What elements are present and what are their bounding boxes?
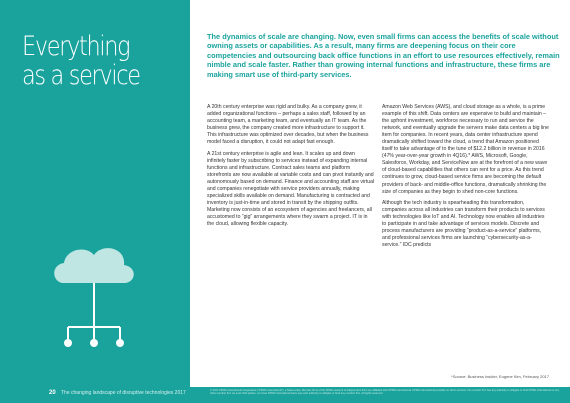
body-column-right	[382, 104, 550, 254]
section-title-line-2: as a service	[22, 60, 140, 91]
body-paragraph: A 20th century enterprise was rigid and bulky. As a company grew, it added organizational functions – perhaps a sales staff, followed by an accounting team, a marketing team, and eventually an IT team. As the business grew, the company created more infrastructure to support it. This infrastructure was optimized over decades, but when the business model faced a disruption, it could not adapt fast enough.	[207, 104, 369, 146]
lead-paragraph: The dynamics of scale are changing. Now, even small firms can access the benefits of scale without owning assets or capabilities. As a result, many firms are deepening focus on their core competencies and outsourcing back office functions in an effort to use resources effectively, remain nimble and scale faster. Rather than growing internal functions and infrastructure, these firms are making smart use of third-party services.	[207, 32, 560, 79]
body-paragraph: Amazon Web Services (AWS), and cloud storage as a whole, is a prime example of this shift. Data centers are expensive to build and maintain – the upfront investment, workforce necessary to run and service the network, and eventually upgrade the servers make data centers a big line item for companies. In recent years, data center infrastructure spend dramatically shifted toward the cloud, a trend that Amazon positioned itself to take advantage of to the tune of $12.2 billion in revenue in 2016 (47% year-over-year growth in 4Q16).* AWS, Microsoft, Google, Salesforce, Workday, and ServiceNow are at the forefront of a new wave of cloud-based capabilities that others can rent for a price. As this trend continues to grow, cloud-based service firms are becoming the default providers of back- and middle-office functions, dramatically shrinking the size of companies as they begin to shed non-core functions.	[382, 104, 549, 195]
footer-legal-text: © 2017 KPMG International Cooperative ("KPMG International"), a Swiss entity. Member firms of the KPMG network of independent firms are affiliated with KPMG International. KPMG International provides no client services. No member firm has any authority to obligate or bind KPMG International or any other member firm vis-à-vis third parties, nor does KPMG International have any such authority to obligate or bind any member firm. All rights reserved.	[210, 389, 560, 396]
title-panel	[0, 0, 190, 387]
source-note: *Source: Business Insider, Eugene Kim, February 2017	[451, 374, 549, 379]
cloud-network-icon	[46, 235, 142, 365]
body-column-left	[207, 104, 375, 233]
section-title	[22, 32, 163, 90]
body-paragraph: Although the tech industry is spearheading this transformation, companies across all industries can transform their products to services with technologies like IoT and AI. Technology now enables all industries to participate in and take advantage of services models. Discrete and process manufacturers are providing “product-as-a-service” platforms, and professional services firms are launching “cybersecurity-as-a-service.” IDC predicts	[382, 200, 545, 249]
body-paragraph: A 21st century enterprise is agile and lean. It scales up and down infinitely faster by subscribing to services instead of expanding internal functions and infrastructure. Contract sales teams and platform storefronts are now available at variable costs and can pivot instantly and autonomously based on demand. Finance and accounting staff are virtual and companies renegotiate with service providers annually, making specialized skills available on demand. Manufacturing is contracted and inventory is just-in-time and stored in transit by the shipping outfits. Marketing now consists of an ecosystem of agencies and freelancers, all accustomed to “gig” arrangements where they swarm a project. IT is in the cloud, allowing flexible capacity.	[207, 150, 375, 228]
footer-title: The changing landscape of disruptive technologies 2017	[61, 390, 186, 396]
section-title-line-1: Everything	[22, 31, 130, 62]
page-number: 20	[49, 390, 56, 396]
